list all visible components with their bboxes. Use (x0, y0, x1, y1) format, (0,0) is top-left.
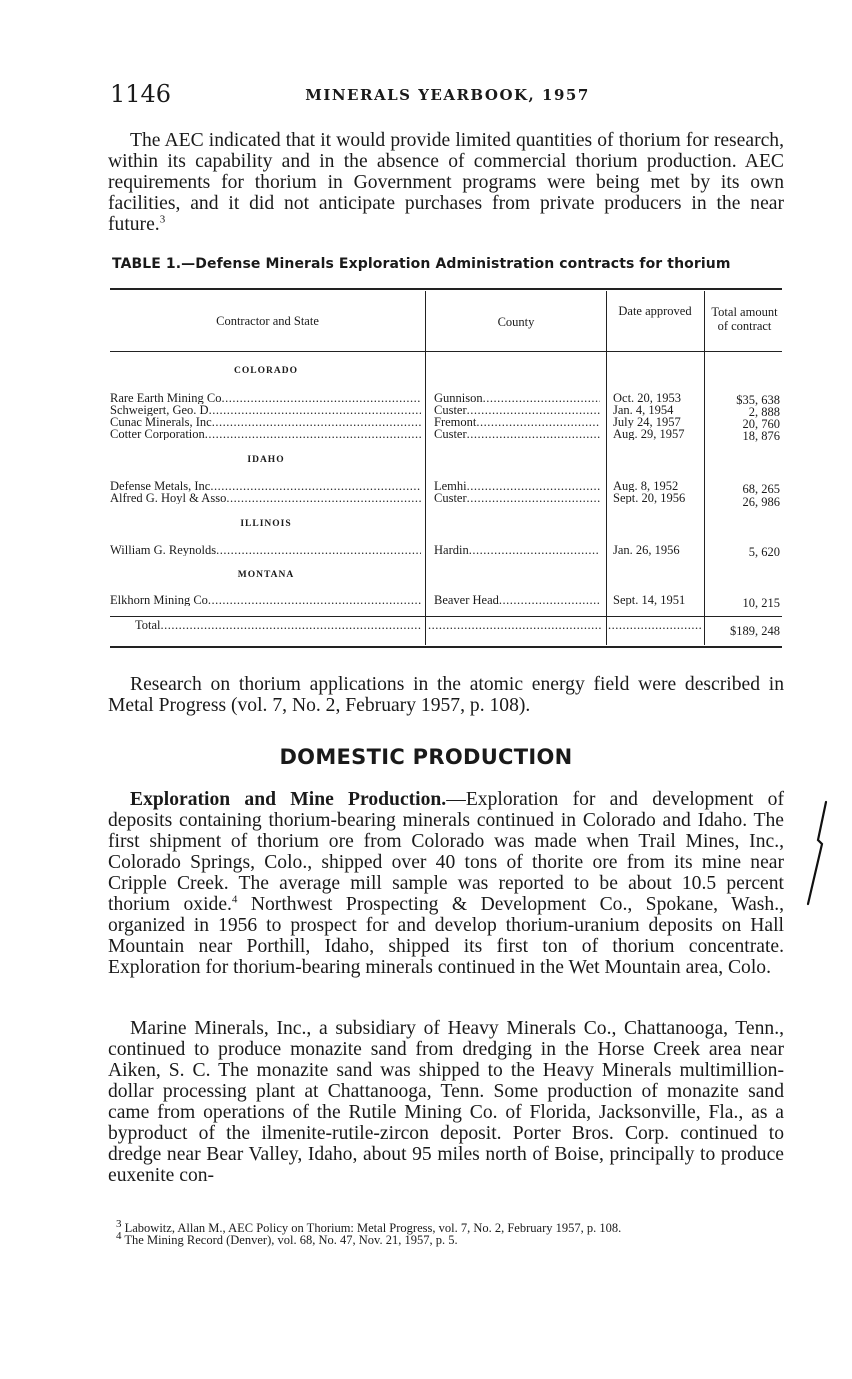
research-paragraph: Research on thorium applications in the atomic energy field were described in Metal Progress (vol. 7, No. 2, February 1957, p. 108). (108, 674, 784, 716)
footnote-4: $^4$ The Mining Record (Denver), vol. 68, No. 47, Nov. 21, 1957, p. 5. (116, 1229, 458, 1247)
date-cell: Aug. 29, 1957 (613, 428, 685, 440)
footnote-ref-4: 4 (231, 893, 238, 906)
page-number: 1146 (110, 80, 172, 108)
total-label: Total ..... (135, 619, 421, 631)
amount-cell: $35, 638 (736, 394, 780, 406)
intro-paragraph (108, 130, 784, 235)
table-title: TABLE 1.—Defense Minerals Exploration Administration contracts for thorium (112, 256, 731, 272)
amount-cell: 20, 760 (742, 418, 780, 430)
page-header (110, 80, 785, 110)
amount-cell: 26, 986 (742, 496, 780, 508)
contractor-cell: Cunac Minerals, Inc ..... (110, 416, 421, 428)
total-amount: $189, 248 (730, 625, 780, 637)
col-header-county: County (497, 315, 535, 329)
contractor-cell: William G. Reynolds ..... (110, 544, 421, 556)
county-cell: Custer ..... (434, 428, 600, 440)
contractor-cell: Cotter Corporation ..... (110, 428, 421, 440)
footnotes (110, 1217, 786, 1247)
county-cell: Beaver Head ..... (434, 594, 600, 606)
amount-cell: 10, 215 (742, 597, 780, 609)
col-header-date: Date approved (618, 304, 692, 318)
date-cell: Jan. 26, 1956 (613, 544, 680, 556)
state-heading-illinois: ILLINOIS (240, 519, 292, 529)
exploration-paragraph (108, 789, 784, 978)
col-header-contractor: Contractor and State (216, 314, 319, 328)
col-header-amount: Total amount of contract (711, 305, 778, 333)
county-cell: Lemhi ..... (434, 480, 600, 492)
exploration-text-b: Northwest Prospecting & Development Co., Spokane, Wash., organized in 1956 to prospect for and develop thorium-uranium deposits on Hall Mountain near Porthill, Idaho, shipped its first ton of thorium concentrate. Exploration for thorium-bearing minerals continued in the Wet Mountain area, Colo. (108, 894, 784, 978)
county-cell: Custer ..... (434, 404, 600, 416)
running-title: MINERALS YEARBOOK, 1957 (305, 86, 590, 104)
state-heading-colorado: COLORADO (234, 366, 298, 376)
contractor-cell: Alfred G. Hoyl & Asso ..... (110, 492, 421, 504)
marine-paragraph: Marine Minerals, Inc., a subsidiary of Heavy Minerals Co., Chattanooga, Tenn., continued to produce monazite sand from dredging in the Horse Creek area near Aiken, S. C. The monazite sand was shipped to the Heavy Minerals multimillion-dollar processing plant at Chattanooga, Tenn. Some production of monazite sand came from operations of the Rutile Mining Co. of Florida, Jacksonville, Fla., as a byproduct of the ilmenite-rutile-zircon deposit. Porter Bros. Corp. continued to dredge near Bear Valley, Idaho, about 95 miles north of Boise, principally to produce euxenite con- (108, 1018, 784, 1186)
amount-cell: 2, 888 (748, 406, 780, 418)
date-cell: July 24, 1957 (613, 416, 681, 428)
contractor-cell: Defense Metals, Inc ..... (110, 480, 421, 492)
footnote-3: $^3$ Labowitz, Allan M., AEC Policy on Thorium: Metal Progress, vol. 7, No. 2, February 1957, p. 108. (116, 1217, 622, 1235)
margin-pencil-mark (800, 800, 830, 910)
intro-text: The AEC indicated that it would provide limited quantities of thorium for research, within its capability and in the absence of commercial thorium production. AEC requirements for thorium in Government programs were being met by its own facilities, and it did not anticipate purchases from private producers in the near future. (108, 130, 784, 235)
section-heading: DOMESTIC PRODUCTION (279, 745, 573, 769)
county-cell: Custer ..... (434, 492, 600, 504)
amount-cell: 18, 876 (742, 430, 780, 442)
date-cell: Sept. 14, 1951 (613, 594, 686, 606)
contractor-cell: Rare Earth Mining Co ..... (110, 392, 421, 404)
county-cell: Fremont ..... (434, 416, 600, 428)
contractor-cell: Schweigert, Geo. D ..... (110, 404, 421, 416)
state-heading-montana: MONTANA (237, 570, 295, 580)
total-date-filler (608, 619, 701, 631)
footnote-ref-3: 3 (159, 213, 166, 226)
county-cell: Hardin ..... (434, 544, 600, 556)
state-heading-idaho: IDAHO (247, 455, 285, 465)
date-cell: Jan. 4, 1954 (613, 404, 674, 416)
county-cell: Gunnison ..... (434, 392, 600, 404)
date-cell: Oct. 20, 1953 (613, 392, 682, 404)
date-cell: Sept. 20, 1956 (613, 492, 686, 504)
amount-cell: 68, 265 (742, 483, 780, 495)
contractor-cell: Elkhorn Mining Co ..... (110, 594, 421, 606)
contracts-table (110, 288, 782, 650)
run-in-head: Exploration and Mine Production. (130, 789, 447, 810)
date-cell: Aug. 8, 1952 (613, 480, 679, 492)
amount-cell: 5, 620 (748, 546, 780, 558)
exploration-text-a: —Exploration for and development of deposits containing thorium-bearing minerals continued in Colorado and Idaho. The first shipment of thorium ore from Colorado was made when Trail Mines, Inc., Colorado Springs, Colo., shipped over 40 tons of thorite ore from its mine near Cripple Creek. The average mill sample was reported to be about 10.5 percent thorium oxide. (108, 789, 785, 915)
total-county-filler (428, 619, 602, 631)
